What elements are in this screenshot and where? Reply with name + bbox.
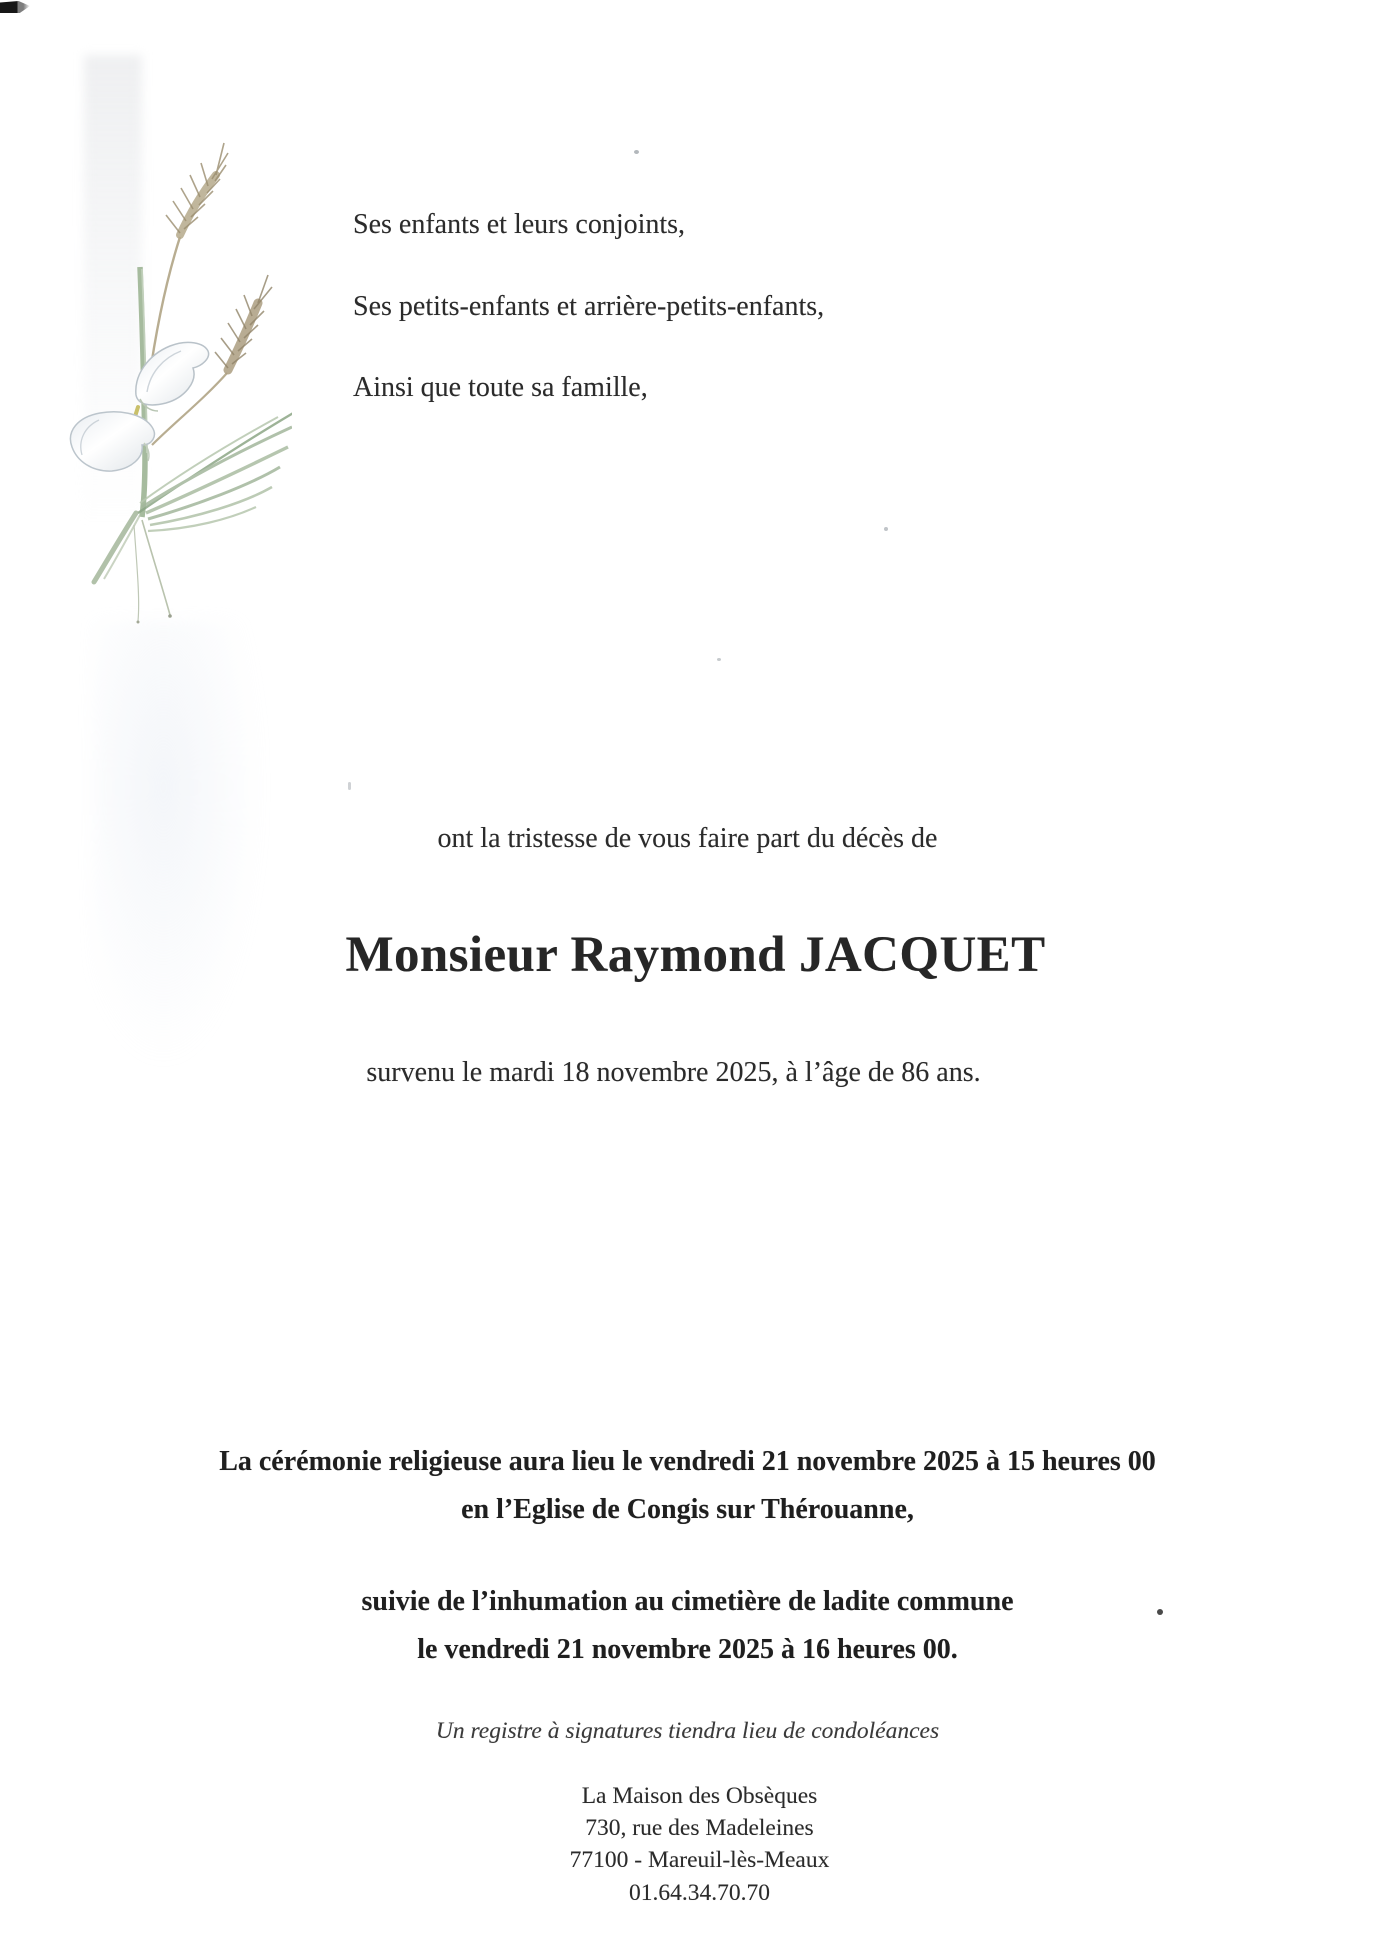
announcement-lead: ont la tristesse de vous faire part du décès de	[437, 823, 938, 854]
intro-line-1: Ses enfants et leurs conjoints,	[353, 209, 686, 240]
intro-line-2: Ses petits-enfants et arrière-petits-enfants,	[353, 291, 825, 322]
ceremony-line-1: La cérémonie religieuse aura lieu le vendredi 21 novembre 2025 à 15 heures 00	[219, 1446, 1156, 1477]
funeral-home-address: 730, rue des Madeleines	[585, 1815, 814, 1841]
deceased-name-title: Monsieur Raymond JACQUET	[345, 927, 1046, 983]
ceremony-line-4: le vendredi 21 novembre 2025 à 16 heures 00.	[417, 1634, 958, 1665]
scan-corner-artifact	[0, 1, 30, 13]
intro-line-3: Ainsi que toute sa famille,	[353, 372, 648, 403]
scan-speck	[717, 658, 721, 661]
scan-speck	[884, 527, 888, 531]
ceremony-line-3: suivie de l’inhumation au cimetière de ladite commune	[361, 1586, 1014, 1617]
funeral-home-phone: 01.64.34.70.70	[629, 1880, 770, 1906]
calla-lily-wheat-illustration-icon	[52, 55, 292, 630]
death-details: survenu le mardi 18 novembre 2025, à l’âge de 86 ans.	[366, 1057, 981, 1088]
ceremony-line-2: en l’Eglise de Congis sur Thérouanne,	[461, 1494, 914, 1525]
funeral-home-city: 77100 - Mareuil-lès-Meaux	[569, 1847, 830, 1873]
scan-speck	[348, 782, 351, 790]
register-note: Un registre à signatures tiendra lieu de condoléances	[435, 1718, 940, 1744]
scan-speck	[634, 150, 639, 154]
funeral-home-name: La Maison des Obsèques	[581, 1783, 818, 1809]
